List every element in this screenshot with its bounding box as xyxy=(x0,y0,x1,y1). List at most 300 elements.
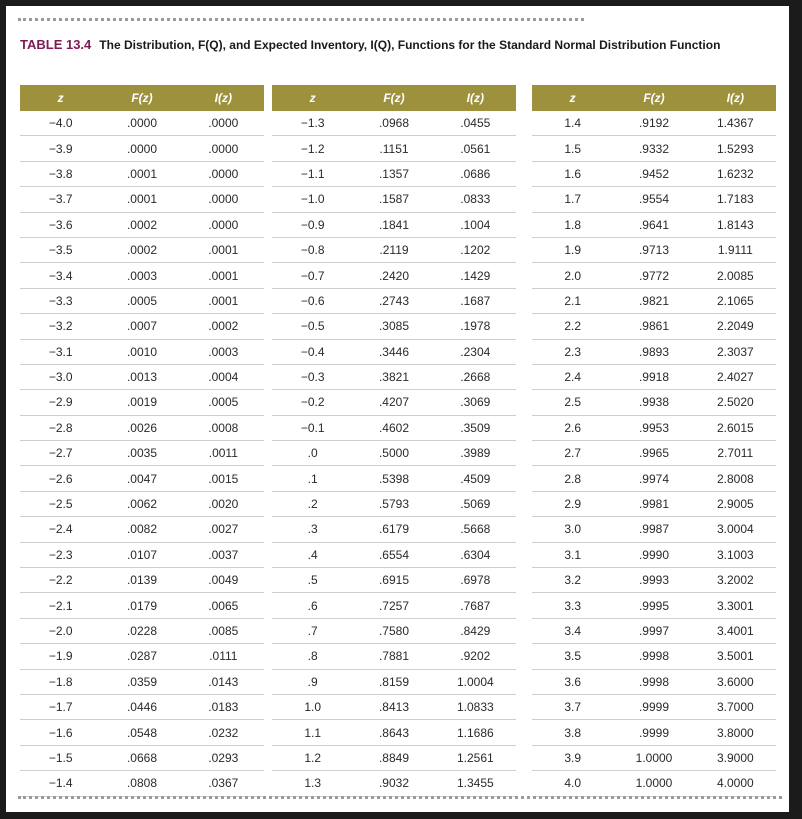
table-row xyxy=(532,213,776,238)
table-title: The Distribution, F(Q), and Expected Inventory, I(Q), Functions for the Standard Normal Distribution Function xyxy=(99,38,721,52)
cell-z: −2.1 xyxy=(48,598,73,613)
cell-fz: .0000 xyxy=(126,141,157,156)
table-row xyxy=(532,111,776,136)
cell-fz: .9981 xyxy=(638,497,669,512)
cell-iz: .1202 xyxy=(460,243,491,258)
cell-z: −1.6 xyxy=(48,725,73,740)
cell-iz: 3.1003 xyxy=(716,547,754,562)
table-row xyxy=(272,720,516,745)
table-row xyxy=(532,517,776,542)
table-row xyxy=(532,720,776,745)
table-panel-2 xyxy=(272,85,516,797)
cell-fz: 1.0000 xyxy=(635,776,673,791)
cell-iz: .0000 xyxy=(208,116,239,131)
cell-iz: 1.6232 xyxy=(716,166,754,181)
cell-fz: .0019 xyxy=(126,395,157,410)
cell-iz: .0027 xyxy=(208,522,239,537)
table-row xyxy=(20,619,264,644)
cell-fz: .9713 xyxy=(638,243,669,258)
cell-z: .8 xyxy=(307,649,318,664)
cell-z: 3.8 xyxy=(564,725,581,740)
cell-iz: .0293 xyxy=(208,750,239,765)
cell-z: −0.8 xyxy=(300,243,325,258)
table-row xyxy=(272,187,516,212)
cell-z: 2.7 xyxy=(564,446,581,461)
cell-fz: .5000 xyxy=(378,446,409,461)
cell-z: −0.4 xyxy=(300,344,325,359)
cell-z: .7 xyxy=(307,624,318,638)
cell-iz: 2.5020 xyxy=(716,395,754,410)
cell-iz: .4509 xyxy=(460,471,491,486)
cell-iz: 1.8143 xyxy=(716,217,754,232)
cell-z: 3.0 xyxy=(564,522,581,537)
cell-fz: .9999 xyxy=(638,725,669,740)
table-row xyxy=(20,568,264,593)
cell-fz: .4602 xyxy=(378,420,409,435)
table-row xyxy=(532,289,776,314)
cell-fz: .9993 xyxy=(638,573,669,588)
table-row xyxy=(272,289,516,314)
cell-fz: .0010 xyxy=(126,344,157,359)
cell-z: −2.7 xyxy=(48,446,73,461)
cell-fz: .9893 xyxy=(638,344,669,359)
cell-iz: .1429 xyxy=(460,268,491,283)
cell-iz: 3.8000 xyxy=(716,725,754,740)
cell-iz: .0561 xyxy=(460,141,491,156)
cell-z: −2.0 xyxy=(48,624,73,638)
cell-z: .4 xyxy=(307,547,318,562)
cell-z: .5 xyxy=(307,573,318,588)
cell-iz: 3.6000 xyxy=(716,674,754,689)
cell-z: 1.7 xyxy=(564,192,581,207)
cell-z: 1.1 xyxy=(304,725,321,740)
cell-iz: .0367 xyxy=(208,776,239,791)
table-row xyxy=(20,593,264,618)
cell-iz: 4.0000 xyxy=(716,776,754,791)
cell-fz: .0007 xyxy=(126,319,157,334)
cell-fz: .0082 xyxy=(126,522,157,537)
cell-fz: .9861 xyxy=(638,319,669,334)
table-row xyxy=(532,390,776,415)
table-row xyxy=(532,593,776,618)
cell-z: −0.2 xyxy=(300,395,325,410)
table-row xyxy=(272,466,516,491)
cell-iz: .0000 xyxy=(208,217,239,232)
cell-z: −3.2 xyxy=(48,319,73,334)
cell-iz: 3.3001 xyxy=(716,598,754,613)
cell-fz: .3085 xyxy=(378,319,409,334)
cell-z: 1.3 xyxy=(304,776,321,791)
table-row xyxy=(272,213,516,238)
table-row xyxy=(272,746,516,771)
cell-fz: .1587 xyxy=(378,192,409,207)
cell-z: −1.5 xyxy=(48,750,73,765)
cell-iz: .6978 xyxy=(460,573,491,588)
cell-iz: 2.7011 xyxy=(717,446,754,461)
cell-iz: .1978 xyxy=(460,319,491,334)
cell-iz: .5668 xyxy=(460,522,491,537)
cell-fz: .9918 xyxy=(638,370,669,385)
cell-z: −3.6 xyxy=(48,217,73,232)
cell-z: .9 xyxy=(307,674,318,689)
cell-fz: .0062 xyxy=(126,497,157,512)
table-row xyxy=(272,771,516,796)
table-row xyxy=(532,187,776,212)
document-page xyxy=(6,6,789,812)
cell-iz: 3.2002 xyxy=(716,573,754,588)
header-fz: F(z) xyxy=(643,91,665,105)
cell-iz: 2.6015 xyxy=(716,420,754,435)
header-z: z xyxy=(569,91,576,105)
cell-fz: .6554 xyxy=(378,547,409,562)
cell-z: −2.4 xyxy=(48,522,73,537)
cell-fz: .1151 xyxy=(379,141,409,156)
header-iz: I(z) xyxy=(466,91,484,105)
cell-z: 3.7 xyxy=(564,700,581,715)
cell-iz: .0003 xyxy=(208,344,239,359)
cell-iz: 2.8008 xyxy=(716,471,754,486)
cell-fz: .9965 xyxy=(638,446,669,461)
cell-iz: .0686 xyxy=(460,166,491,181)
header-z: z xyxy=(57,91,64,105)
table-row xyxy=(532,695,776,720)
cell-fz: .0005 xyxy=(126,293,157,308)
cell-z: −3.0 xyxy=(48,370,73,385)
cell-fz: .9332 xyxy=(638,141,669,156)
table-panel-1 xyxy=(20,85,264,797)
cell-iz: .0001 xyxy=(208,268,239,283)
cell-iz: .0008 xyxy=(208,420,239,435)
table-row xyxy=(272,492,516,517)
cell-z: 3.1 xyxy=(564,547,581,562)
cell-z: −3.9 xyxy=(48,141,73,156)
cell-fz: .8849 xyxy=(378,750,409,765)
cell-fz: .0001 xyxy=(126,166,157,181)
cell-z: −0.3 xyxy=(300,370,325,385)
cell-z: 1.8 xyxy=(564,217,581,232)
cell-z: 2.3 xyxy=(564,344,581,359)
cell-z: 3.3 xyxy=(564,598,581,613)
cell-iz: .0065 xyxy=(208,598,239,613)
table-row xyxy=(272,593,516,618)
cell-z: 1.5 xyxy=(564,141,581,156)
cell-iz: .0020 xyxy=(208,497,239,512)
cell-fz: .9452 xyxy=(638,166,669,181)
cell-z: 1.0 xyxy=(304,700,321,715)
cell-fz: .5793 xyxy=(378,497,409,512)
cell-iz: .0011 xyxy=(208,446,238,461)
header-iz: I(z) xyxy=(214,91,232,105)
cell-fz: .6179 xyxy=(378,522,409,537)
cell-iz: .8429 xyxy=(460,624,491,638)
cell-iz: .0455 xyxy=(460,116,491,131)
cell-fz: .1357 xyxy=(378,166,409,181)
cell-iz: .0183 xyxy=(208,700,239,715)
cell-iz: 2.3037 xyxy=(716,344,754,359)
cell-iz: .5069 xyxy=(460,497,491,512)
cell-iz: 1.4367 xyxy=(716,116,754,131)
cell-z: −1.9 xyxy=(48,649,73,664)
cell-fz: .2119 xyxy=(379,243,409,258)
cell-fz: .3446 xyxy=(378,344,409,359)
panel-header xyxy=(532,85,776,111)
cell-iz: 2.0085 xyxy=(716,268,754,283)
cell-fz: .9998 xyxy=(638,674,669,689)
cell-fz: .0287 xyxy=(126,649,157,664)
cell-z: −0.1 xyxy=(300,420,325,435)
table-row xyxy=(20,111,264,136)
table-row xyxy=(532,746,776,771)
cell-iz: 1.3455 xyxy=(456,776,494,791)
cell-fz: .9953 xyxy=(638,420,669,435)
header-fz: F(z) xyxy=(131,91,153,105)
cell-iz: 2.2049 xyxy=(716,319,754,334)
table-row xyxy=(20,720,264,745)
header-z: z xyxy=(309,91,316,105)
cell-z: −1.8 xyxy=(48,674,73,689)
cell-fz: .9641 xyxy=(638,217,669,232)
cell-iz: 2.4027 xyxy=(716,370,754,385)
table-row xyxy=(20,238,264,263)
table-row xyxy=(532,543,776,568)
cell-fz: .2743 xyxy=(378,293,409,308)
cell-fz: .2420 xyxy=(378,268,409,283)
table-label: TABLE 13.4 xyxy=(20,37,92,52)
cell-fz: .5398 xyxy=(378,471,409,486)
cell-fz: .6915 xyxy=(378,573,409,588)
cell-z: .6 xyxy=(307,598,318,613)
table-panel-3 xyxy=(532,85,776,797)
table-row xyxy=(272,441,516,466)
cell-z: 1.6 xyxy=(564,166,581,181)
cell-fz: .9997 xyxy=(638,624,669,638)
table-row xyxy=(532,466,776,491)
cell-fz: .9821 xyxy=(638,293,669,308)
cell-fz: .0026 xyxy=(126,420,157,435)
table-row xyxy=(532,340,776,365)
cell-fz: .0002 xyxy=(126,243,157,258)
cell-z: 2.1 xyxy=(564,293,581,308)
cell-z: −2.5 xyxy=(48,497,73,512)
cell-iz: .0143 xyxy=(208,674,239,689)
cell-iz: .0001 xyxy=(208,243,239,258)
cell-z: −0.9 xyxy=(300,217,325,232)
table-row xyxy=(532,492,776,517)
cell-fz: .0001 xyxy=(126,192,157,207)
table-row xyxy=(272,365,516,390)
table-row xyxy=(532,162,776,187)
table-row xyxy=(532,263,776,288)
cell-fz: .0139 xyxy=(126,573,157,588)
cell-z: 2.6 xyxy=(564,420,581,435)
cell-z: −2.2 xyxy=(48,573,73,588)
table-row xyxy=(20,543,264,568)
table-row xyxy=(20,466,264,491)
cell-iz: .0232 xyxy=(208,725,239,740)
cell-z: −1.4 xyxy=(48,776,73,791)
cell-iz: 3.0004 xyxy=(716,522,754,537)
cell-fz: .0002 xyxy=(126,217,157,232)
cell-fz: .0446 xyxy=(126,700,157,715)
cell-z: 1.9 xyxy=(564,243,581,258)
cell-z: −0.6 xyxy=(300,293,325,308)
cell-fz: .0035 xyxy=(126,446,157,461)
cell-fz: .0228 xyxy=(126,624,157,638)
cell-z: 3.2 xyxy=(564,573,581,588)
table-row xyxy=(272,111,516,136)
cell-iz: 1.5293 xyxy=(716,141,754,156)
table-row xyxy=(272,543,516,568)
table-row xyxy=(272,695,516,720)
table-row xyxy=(20,365,264,390)
cell-iz: .1687 xyxy=(460,293,491,308)
cell-iz: .0049 xyxy=(208,573,239,588)
cell-z: 3.6 xyxy=(564,674,581,689)
cell-fz: .0179 xyxy=(126,598,157,613)
cell-fz: .1841 xyxy=(378,217,409,232)
cell-z: 3.5 xyxy=(564,649,581,664)
cell-iz: .3509 xyxy=(460,420,491,435)
table-row xyxy=(272,263,516,288)
cell-iz: .0833 xyxy=(460,192,491,207)
panel-header xyxy=(272,85,516,111)
cell-z: 4.0 xyxy=(564,776,581,791)
cell-z: −1.3 xyxy=(300,116,325,131)
header-fz: F(z) xyxy=(383,91,405,105)
cell-iz: .6304 xyxy=(460,547,491,562)
cell-z: −4.0 xyxy=(48,116,73,131)
table-row xyxy=(20,695,264,720)
cell-iz: 1.7183 xyxy=(716,192,754,207)
table-row xyxy=(20,136,264,161)
cell-iz: .3069 xyxy=(460,395,491,410)
cell-fz: .9987 xyxy=(638,522,669,537)
cell-z: 2.2 xyxy=(564,319,581,334)
cell-fz: .0003 xyxy=(126,268,157,283)
table-row xyxy=(20,517,264,542)
cell-iz: .3989 xyxy=(460,446,491,461)
cell-z: −1.0 xyxy=(300,192,325,207)
cell-fz: .0000 xyxy=(126,116,157,131)
cell-iz: 1.0004 xyxy=(456,674,494,689)
table-row xyxy=(272,670,516,695)
table-row xyxy=(272,136,516,161)
table-row xyxy=(20,492,264,517)
cell-iz: .7687 xyxy=(460,598,491,613)
cell-z: −2.6 xyxy=(48,471,73,486)
cell-fz: .0359 xyxy=(126,674,157,689)
cell-fz: .7580 xyxy=(378,624,409,638)
table-row xyxy=(272,162,516,187)
table-row xyxy=(20,644,264,669)
cell-iz: .0004 xyxy=(208,370,239,385)
cell-iz: .0000 xyxy=(208,192,239,207)
cell-iz: 3.7000 xyxy=(716,700,754,715)
cell-iz: .1004 xyxy=(460,217,491,232)
cell-fz: .3821 xyxy=(378,370,409,385)
cell-z: 3.9 xyxy=(564,750,581,765)
cell-iz: 1.1686 xyxy=(456,725,494,740)
cell-z: 2.5 xyxy=(564,395,581,410)
table-row xyxy=(20,314,264,339)
table-row xyxy=(532,314,776,339)
cell-iz: .9202 xyxy=(460,649,491,664)
cell-fz: .8159 xyxy=(378,674,409,689)
table-row xyxy=(20,187,264,212)
table-row xyxy=(272,416,516,441)
cell-fz: .0047 xyxy=(126,471,157,486)
cell-z: 2.0 xyxy=(564,268,581,283)
cell-iz: .0037 xyxy=(208,547,239,562)
cell-fz: .9995 xyxy=(638,598,669,613)
cell-z: .0 xyxy=(307,446,318,461)
cell-iz: .0000 xyxy=(208,141,239,156)
table-row xyxy=(20,263,264,288)
table-row xyxy=(20,441,264,466)
table-row xyxy=(532,568,776,593)
cell-fz: .0548 xyxy=(126,725,157,740)
cell-fz: .9554 xyxy=(638,192,669,207)
cell-iz: .0085 xyxy=(208,624,239,638)
cell-iz: 1.9111 xyxy=(717,243,753,258)
cell-fz: .9772 xyxy=(638,268,669,283)
cell-fz: .8643 xyxy=(378,725,409,740)
cell-z: −2.9 xyxy=(48,395,73,410)
table-row xyxy=(20,416,264,441)
top-dotted-rule xyxy=(18,18,584,21)
panel-header xyxy=(20,85,264,111)
cell-z: −3.5 xyxy=(48,243,73,258)
cell-fz: 1.0000 xyxy=(635,750,673,765)
table-row xyxy=(272,517,516,542)
table-row xyxy=(20,771,264,796)
table-row xyxy=(272,314,516,339)
cell-fz: .0968 xyxy=(378,116,409,131)
cell-iz: .0000 xyxy=(208,166,239,181)
table-caption xyxy=(20,37,785,53)
cell-iz: 1.2561 xyxy=(456,750,494,765)
cell-iz: .0001 xyxy=(208,293,239,308)
table-row xyxy=(272,340,516,365)
cell-z: .3 xyxy=(307,522,318,537)
cell-z: .1 xyxy=(307,471,318,486)
cell-z: −3.8 xyxy=(48,166,73,181)
cell-fz: .4207 xyxy=(378,395,409,410)
cell-z: 1.2 xyxy=(304,750,321,765)
cell-z: 2.4 xyxy=(564,370,581,385)
cell-z: −2.3 xyxy=(48,547,73,562)
cell-iz: 3.9000 xyxy=(716,750,754,765)
cell-fz: .8413 xyxy=(378,700,409,715)
table-row xyxy=(20,340,264,365)
cell-iz: .2668 xyxy=(460,370,491,385)
table-row xyxy=(272,390,516,415)
cell-fz: .0013 xyxy=(126,370,157,385)
cell-z: 2.8 xyxy=(564,471,581,486)
cell-iz: 1.0833 xyxy=(456,700,494,715)
cell-z: −1.2 xyxy=(300,141,325,156)
table-row xyxy=(20,746,264,771)
table-row xyxy=(532,619,776,644)
table-row xyxy=(532,238,776,263)
cell-fz: .0668 xyxy=(126,750,157,765)
cell-fz: .9999 xyxy=(638,700,669,715)
table-row xyxy=(20,390,264,415)
cell-iz: 3.4001 xyxy=(716,624,754,638)
cell-z: −1.1 xyxy=(300,166,325,181)
cell-iz: .2304 xyxy=(460,344,491,359)
cell-z: −3.3 xyxy=(48,293,73,308)
